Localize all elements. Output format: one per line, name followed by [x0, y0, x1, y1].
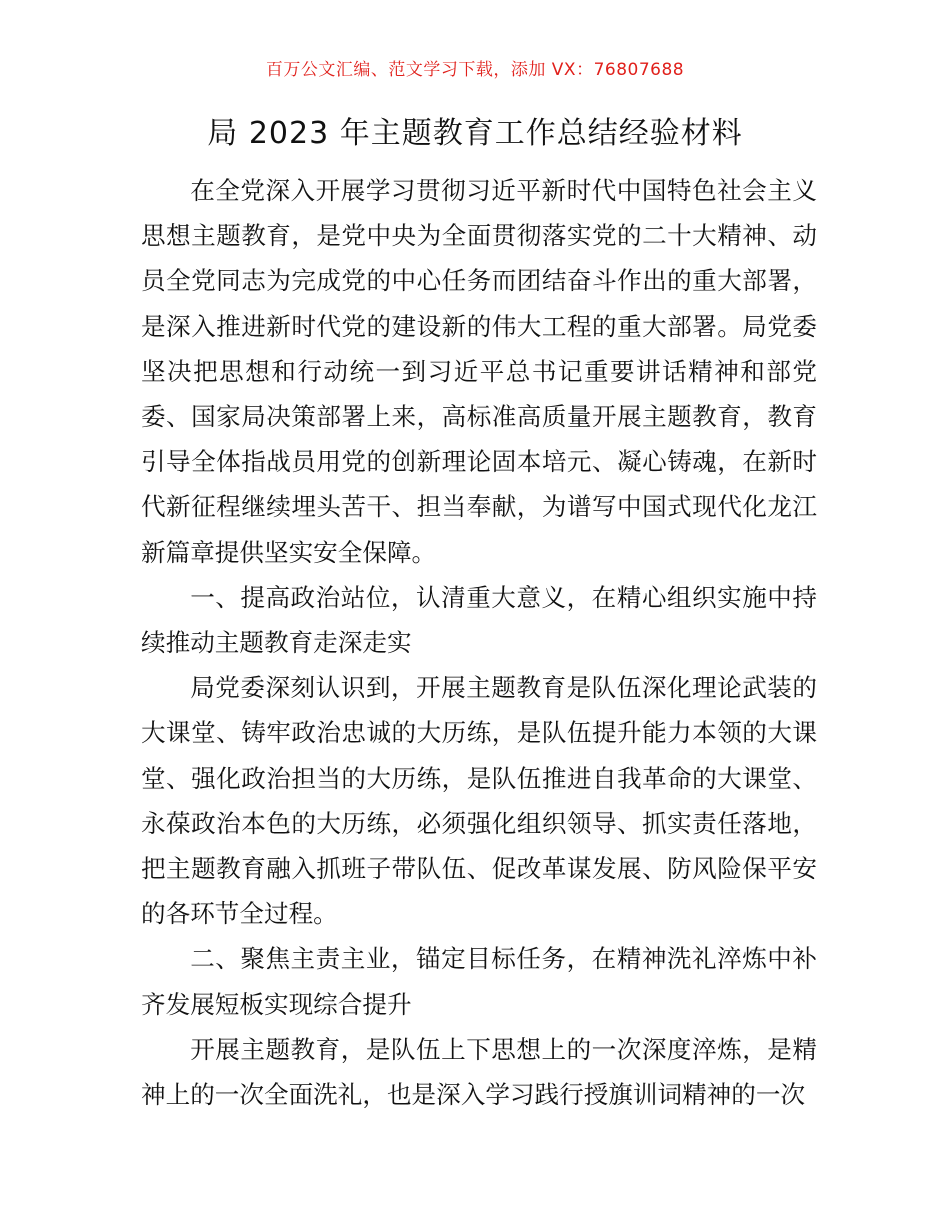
document-body: [141, 168, 817, 1117]
promo-banner: 百万公文汇编、范文学习下载，添加 VX：76807688: [265, 60, 685, 80]
document-title: 局 2023 年主题教育工作总结经验材料: [207, 116, 743, 151]
section-heading-1: 一、提高政治站位，认清重大意义，在精心组织实施中持续推动主题教育走深走实: [141, 582, 817, 658]
paragraph-section-1: 局党委深刻认识到，开展主题教育是队伍深化理论武装的大课堂、铸牢政治忠诚的大历练，是队伍提升能力本领的大课堂、强化政治担当的大历练，是队伍推进自我革命的大课堂、永葆政治本色的大历练，必须强化组织领导、抓实责任落地，把主题教育融入抓班子带队伍、促改革谋发展、防风险保平安的各环节全过程。: [141, 673, 817, 929]
paragraph-intro: 在全党深入开展学习贯彻习近平新时代中国特色社会主义思想主题教育，是党中央为全面贯彻落实党的二十大精神、动员全党同志为完成党的中心任务而团结奋斗作出的重大部署，是深入推进新时代党的建设新的伟大工程的重大部署。局党委坚决把思想和行动统一到习近平总书记重要讲话精神和部党委、国家局决策部署上来，高标准高质量开展主题教育，教育引导全体指战员用党的创新理论固本培元、凝心铸魂，在新时代新征程继续埋头苦干、担当奉献，为谱写中国式现代化龙江新篇章提供坚实安全保障。: [141, 176, 817, 567]
section-heading-2: 二、聚焦主责主业，锚定目标任务，在精神洗礼淬炼中补齐发展短板实现综合提升: [141, 944, 817, 1019]
paragraph-section-2: 开展主题教育，是队伍上下思想上的一次深度淬炼，是精神上的一次全面洗礼，也是深入学习践行授旗训词精神的一次: [141, 1034, 817, 1110]
